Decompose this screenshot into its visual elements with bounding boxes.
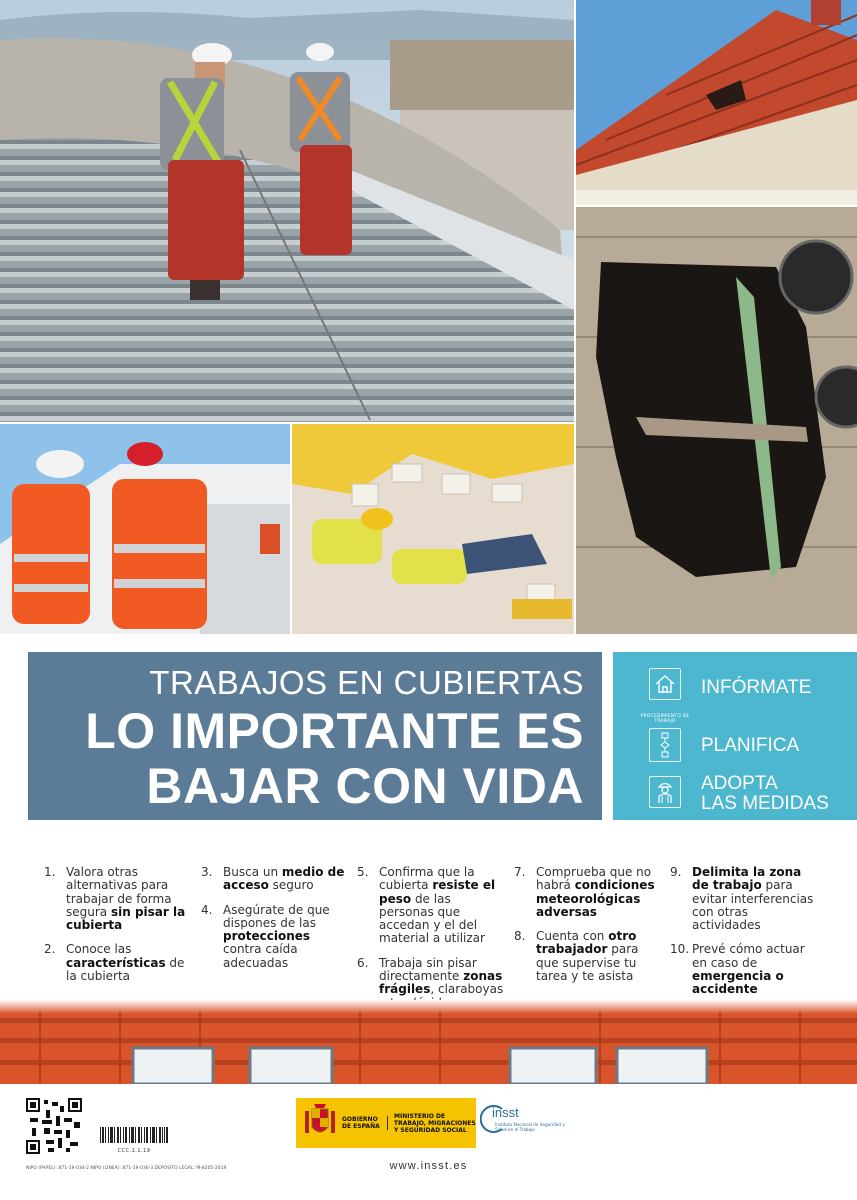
ministry-name: MINISTERIO DE TRABAJO, MIGRACIONES Y SEGURIDAD SOCIAL — [394, 1112, 476, 1134]
key-step-adopt-label-line1: ADOPTA — [701, 773, 778, 794]
list-item-text: Prevé cómo actuar en caso de — [692, 942, 805, 970]
list-item-text: Valora otras alternativas para trabajar de forma segura — [66, 865, 172, 919]
list-item-text: de las personas que accedan y el del material a utilizar — [379, 891, 485, 946]
list-item-text: Cuenta con — [536, 929, 609, 944]
list-item-emphasis: protecciones — [223, 929, 311, 944]
plan-caption: PROCEDIMIENTO DE TRABAJO — [640, 714, 690, 724]
photo-tiled-roof-skylights — [0, 1000, 857, 1084]
list-item — [670, 866, 820, 932]
photo-fallen-worker — [292, 424, 574, 634]
list-column-1 — [44, 866, 194, 994]
key-step-inform-label: INFÓRMATE — [701, 677, 812, 698]
list-item — [357, 866, 507, 946]
list-item-number: 7. — [514, 865, 526, 879]
list-column-4 — [514, 866, 664, 994]
list-item-text: , claraboyas — [430, 982, 504, 997]
list-item-number: 10. — [670, 942, 690, 957]
list-item-text: contra caída adecuadas — [223, 942, 298, 970]
list-item-emphasis: condiciones meteorológicas adversas — [536, 878, 655, 919]
list-item-number: 3. — [201, 865, 213, 879]
list-item-number: 8. — [514, 929, 526, 944]
coat-of-arms-icon — [302, 1103, 338, 1143]
list-item-emphasis: resiste el peso — [379, 878, 496, 906]
barcode-bars — [100, 1127, 168, 1143]
key-step-plan-label: PLANIFICA — [701, 735, 800, 756]
house-document-icon — [649, 668, 681, 700]
list-item-text: Comprueba que no habrá — [536, 865, 652, 893]
insst-logo — [478, 1102, 568, 1146]
barcode — [100, 1127, 168, 1157]
list-item — [514, 866, 664, 919]
list-item-text: Asegúrate de que dispones de las — [223, 902, 330, 930]
list-item-text: de la cubierta — [66, 955, 185, 984]
list-item-number: 6. — [357, 955, 369, 970]
photo-workers-in-vests — [0, 424, 290, 634]
worker-person-icon — [649, 776, 681, 808]
list-item-text: para evitar interferencias con otras actividades — [692, 878, 814, 933]
list-item-number: 1. — [44, 865, 56, 879]
procedure-flow-document-icon — [649, 728, 681, 762]
numbered-recommendations — [0, 866, 857, 1006]
list-item-text: Conoce las — [66, 942, 132, 957]
list-item-text: para que supervise tu tarea y te asista — [536, 942, 639, 984]
list-item-text: Confirma que la cubierta — [379, 865, 475, 893]
website-link[interactable]: www.insst.es — [389, 1160, 468, 1172]
banner-headline-line1: LO IMPORTANTE ES — [85, 703, 584, 759]
title-banner — [28, 652, 602, 820]
list-item-emphasis: emergencia o accidente — [692, 969, 784, 997]
photo-workers-on-roof — [0, 0, 574, 422]
list-item-text: Busca un — [223, 865, 282, 879]
list-item-emphasis: sin pisar la cubierta — [66, 904, 186, 933]
insst-full-name: Instituto Nacional de Seguridad y Salud en el Trabajo — [495, 1122, 565, 1132]
list-item-emphasis: zonas frágiles — [379, 969, 503, 997]
list-item — [44, 943, 194, 983]
list-item-emphasis: características — [66, 955, 166, 970]
photo-hole-in-fibre-roof — [576, 207, 857, 634]
list-item-text: seguro — [268, 878, 314, 893]
key-step-adopt-label-line2: LAS MEDIDAS — [701, 793, 829, 814]
government-logo — [296, 1098, 476, 1148]
list-column-2 — [201, 866, 351, 981]
list-column-3 — [357, 866, 507, 1021]
list-item-number: 4. — [201, 902, 213, 917]
list-item-number: 5. — [357, 865, 369, 879]
list-item-emphasis: medio de acceso — [223, 865, 345, 893]
legal-text: NIPO (PAPEL): 871-19-034-2 NIPO (LÍNEA): 871-19-036-3 DEPÓSITO LEGAL: M-8205-2019 — [26, 1166, 227, 1171]
barcode-text: CCC.1.1.19 — [117, 1148, 151, 1154]
banner-headline-line2: BAJAR CON VIDA — [146, 758, 584, 814]
photo-broken-tiled-roof — [576, 0, 857, 205]
list-item — [201, 904, 351, 970]
list-item-number: 2. — [44, 942, 56, 957]
insst-brand: insst — [492, 1105, 519, 1120]
key-steps-box — [613, 652, 857, 820]
list-item — [44, 866, 194, 932]
list-item-text: Trabaja sin pisar directamente — [379, 955, 477, 984]
list-item — [201, 866, 351, 893]
list-item — [514, 930, 664, 983]
gov-name: GOBIERNO DE ESPAÑA — [342, 1116, 388, 1130]
qr-code[interactable] — [26, 1098, 82, 1154]
list-item-emphasis: Delimita la zona de trabajo — [692, 865, 802, 893]
list-item-number: 9. — [670, 865, 682, 879]
list-item — [670, 943, 820, 996]
list-item-emphasis: otro trabajador — [536, 929, 637, 957]
list-column-5 — [670, 866, 820, 1008]
banner-subtitle: TRABAJOS EN CUBIERTAS — [149, 664, 584, 701]
